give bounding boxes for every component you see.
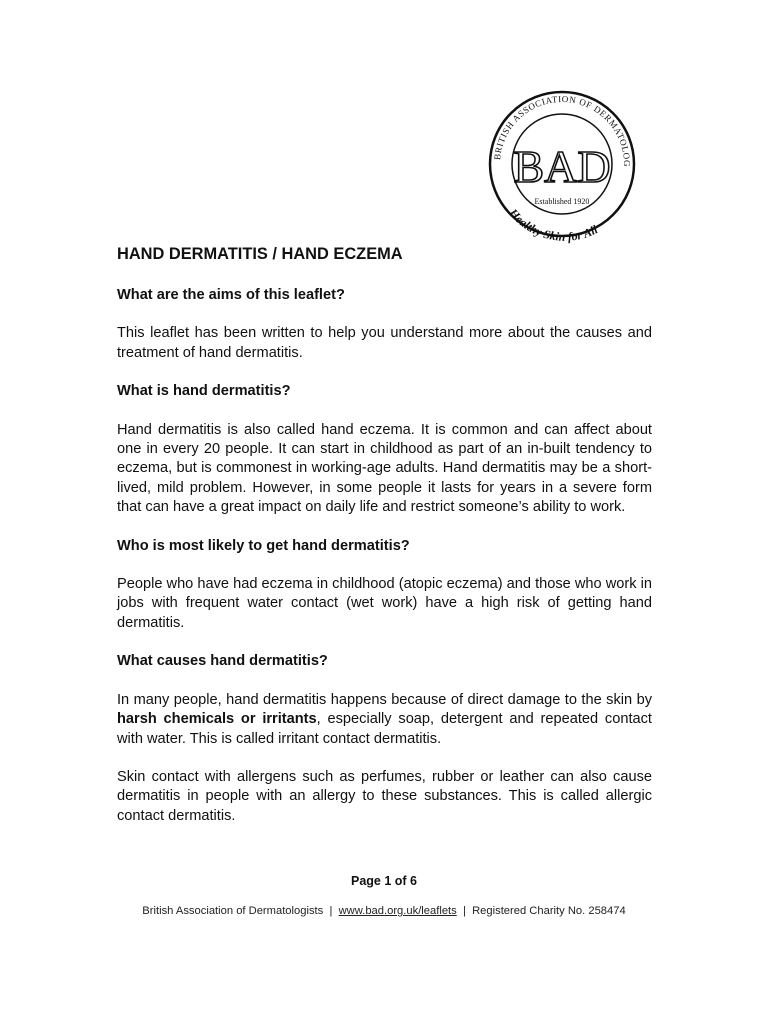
section-heading: What causes hand dermatitis? <box>117 653 328 670</box>
footer <box>0 905 768 917</box>
paragraph: Skin contact with allergens such as perfumes, rubber or leather can also cause dermatitis in people with an allergy to these substances. This is called allergic contact dermatitis. <box>117 768 652 824</box>
logo-ring-text: BRITISH ASSOCIATION OF DERMATOLOG <box>492 93 633 168</box>
footer-separator: | <box>329 905 333 917</box>
svg-text:Healthy Skin for All <box>506 205 601 244</box>
paragraph: This leaflet has been written to help you understand more about the causes and treatment of hand dermatitis. <box>117 325 652 361</box>
footer-charity: Registered Charity No. 258474 <box>472 905 626 917</box>
paragraph-text: In many people, hand dermatitis happens because of direct damage to the skin by <box>117 691 652 708</box>
section-heading: Who is most likely to get hand dermatitis? <box>117 537 410 554</box>
leaflet-body <box>117 244 652 845</box>
footer-link[interactable]: www.bad.org.uk/leaflets <box>338 905 457 917</box>
logo-motto: Healthy Skin for All <box>506 205 600 244</box>
footer-org: British Association of Dermatologists <box>142 905 324 917</box>
bad-logo <box>480 84 650 249</box>
document-title: HAND DERMATITIS / HAND ECZEMA <box>117 245 403 263</box>
page-number: Page 1 of 6 <box>351 874 417 888</box>
paragraph <box>117 691 652 749</box>
paragraph: People who have had eczema in childhood (atopic eczema) and those who work in jobs with frequent water contact (wet work) have a high risk of getting hand dermatitis. <box>117 576 652 631</box>
section-heading: What are the aims of this leaflet? <box>117 287 345 303</box>
paragraph-text: , especially soap, detergent and repeated contact with water. This is called irritant contact dermatitis. <box>117 711 652 747</box>
logo-established: Established 1920 <box>534 197 590 206</box>
bold-phrase: harsh chemicals or irritants <box>117 711 317 728</box>
footer-separator: | <box>462 905 466 917</box>
paragraph: Hand dermatitis is also called hand eczema. It is common and can affect about one in every 20 people. It can start in childhood as part of an in-built tendency to eczema, but is commonest in working-age adults. Hand dermatitis may be a short-lived, mild problem. However, in some people it lasts for years in a severe form that can have a great impact on daily life and restrict someone’s ability to work. <box>117 421 652 516</box>
bad-seal-icon <box>480 84 650 249</box>
section-heading: What is hand dermatitis? <box>117 383 291 400</box>
logo-monogram: BAD <box>513 141 611 192</box>
